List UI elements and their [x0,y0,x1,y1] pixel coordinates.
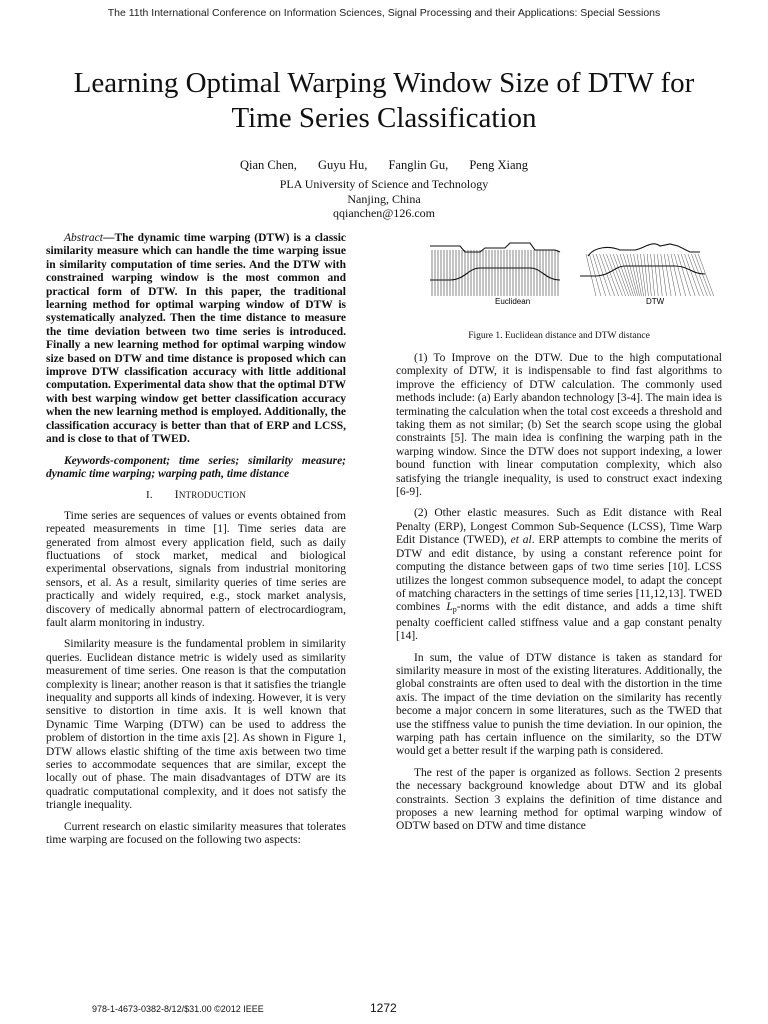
euclidean-hatching [432,250,558,296]
title-line-1: Learning Optimal Warping Window Size of DTW for [73,67,695,99]
affiliation: PLA University of Science and Technology [279,177,489,191]
euclidean-label: Euclidean [495,297,531,306]
section-number: I. [145,489,153,502]
keywords: Keywords-component; time series; similarity measure; dynamic time warping; warping path, time distance [46,454,346,480]
paragraph: In sum, the value of DTW distance is taken as standard for similarity measure in most of the existing literatures. Additionally, the global constraints are often used to deal with the distortion in the time axis. The impact of the time deviation on the similarity has recently become a major concern in some literatures, such as the TWED that use the stiffness value to punish the time deviation. In our opinion, the warping path has certain influence on the similarity, so the DTW would get a better result if the warping path is considered. [396,651,722,758]
right-column [396,352,722,842]
text-run: (2) Other elastic measures. Such as Edit distance with Real Penalty (ERP), Longest Common Sub-Sequence (LCSS), Time Warp Edit Distance (TWED), [396,507,722,547]
dtw-label: DTW [646,297,665,306]
section-heading [46,489,346,502]
location: Nanjing, China [347,192,421,206]
abstract [46,232,346,447]
author-name: Qian Chen, [239,158,297,172]
paragraph: (1) To Improve on the DTW. Due to the high computational complexity of DTW, it is indispensable to find fast algorithms to improve the efficiency of DTW calculation. The commonly used methods include: (a) Early abandon technology [3-4]. The main idea is terminating the calculation when the total cost exceeds a threshold and taking them as not similar; (b) Set the search scope using the global constraints [5]. The main idea is confining the warping path in the warping window. Since the DTW does not support indexing, a lower bound function with linear computation complexity, which also satisfying the triangle inequality, is used to construct exact indexing [6-9]. [396,352,722,499]
warping-line [617,254,632,296]
warping-line [698,254,714,296]
text-run-italic: et al [510,534,532,547]
paragraph: Similarity measure is the fundamental problem in similarity queries. Euclidean distance metric is widely used as similarity measurement of time series. One reason is that the computation complexity is linear; another reason is that it satisfies the triangle inequality and supports all kinds of indexing. However, it is very sensitive to distortion in time axis. It is well known that Dynamic Time Warping (DTW) can be used to address the problem of distortion in the time axis [2]. As shown in Figure 1, DTW allows elastic shifting of the time axis between two time series to accommodate sequences that are similar, except the locally out of phase. The main disadvantages of DTW are its quadratic computational complexity, and it does not satisfy the triangle inequality. [46,638,346,812]
conference-header: The 11th International Conference on Information Sciences, Signal Processing and their Applications: Special Sessions [107,7,661,19]
paragraph [396,507,722,643]
warping-line [654,254,658,296]
author-list [0,158,768,172]
warping-line [664,254,671,296]
paragraph: The rest of the paper is organized as follows. Section 2 presents the necessary background knowledge about DTW and its global constraints. Section 3 explains the definition of time distance and proposes a new learning method for optimal warping window of ODTW based on DTW and time distance [396,766,722,833]
warping-line [681,254,695,296]
figure-1 [420,238,720,318]
author-name: Peng Xiang [469,158,529,172]
warping-line [613,254,628,296]
section-title-initial: I [174,489,179,502]
abstract-body: —The dynamic time warping (DTW) is a classic similarity measure which can handle the time warping issue in similarity computation of time series. And the DTW with constrained warping window is the most common and practical form of DTW. In this paper, the traditional learning method for optimal warping window of DTW is systematically analyzed. Then the time distance to measure the time deviation between two time series is introduced. Finally a new learning method for optimal warping window size based on DTW and time distance is proposed which can improve DTW classification accuracy with little additional computation. Experimental data show that the optimal DTW with best warping window get better classification accuracy when the new learning method is employed. Additionally, the classification accuracy is better than that of ERP and LCSS, and is close to that of TWED. [46,232,346,446]
paragraph: Current research on elastic similarity measures that tolerates time warping are focused on the following two aspects: [46,820,346,847]
warping-line [603,254,619,296]
warping-line [651,254,655,296]
warping-line [627,254,638,296]
abstract-lead: Abstract [64,232,103,244]
section-title-rest: NTRODUCTION [178,490,247,501]
warping-line [668,254,676,296]
warping-line [640,254,645,296]
math-subscript: p [452,605,457,615]
warping-line [623,254,635,296]
text-run: -norms with the edit distance, and adds a time shift penalty coefficient called stiffness value and a gap constant penalty [14]. [396,601,722,643]
warping-line [606,254,622,296]
paragraph: Time series are sequences of values or events obtained from repeated measurements in time [1]. Time series data are generated from almost every application field, such as daily fluctuations of stock market, medical and biological experimental observations, signals from industrial monitoring sensors, et al. As a result, similarity queries of time series are practically and widely required, e.g., stock market analysis, discovery of medically abnormal pattern of electrocardiogram, fault alarm monitoring in industry. [46,509,346,629]
email: qqianchen@126.com [332,206,436,220]
warping-line [688,254,704,296]
text-run: . ERP attempts to combine the merits of DTW and edit distance, by using a constant reference point for computing the distance between gaps of two time series [10]. LCSS utilizes the longest common subsequence model, to adapt the concept of matching characters in the settings of time series [11,12,13]. TWED combines [396,534,723,614]
copyright-footer: 978-1-4673-0382-8/12/$31.00 ©2012 IEEE [92,1004,264,1014]
figure-caption: Figure 1. Euclidean distance and DTW distance [468,331,650,341]
dtw-hatching [586,254,714,296]
paper-title [20,66,748,136]
author-name: Fanglin Gu, [388,158,449,172]
page-number: 1272 [370,1001,397,1015]
title-line-2: Time Series Classification [231,102,537,134]
math-symbol: L [446,601,453,614]
left-column [46,232,346,855]
author-name: Guyu Hu, [318,158,368,172]
warping-line [691,254,707,296]
